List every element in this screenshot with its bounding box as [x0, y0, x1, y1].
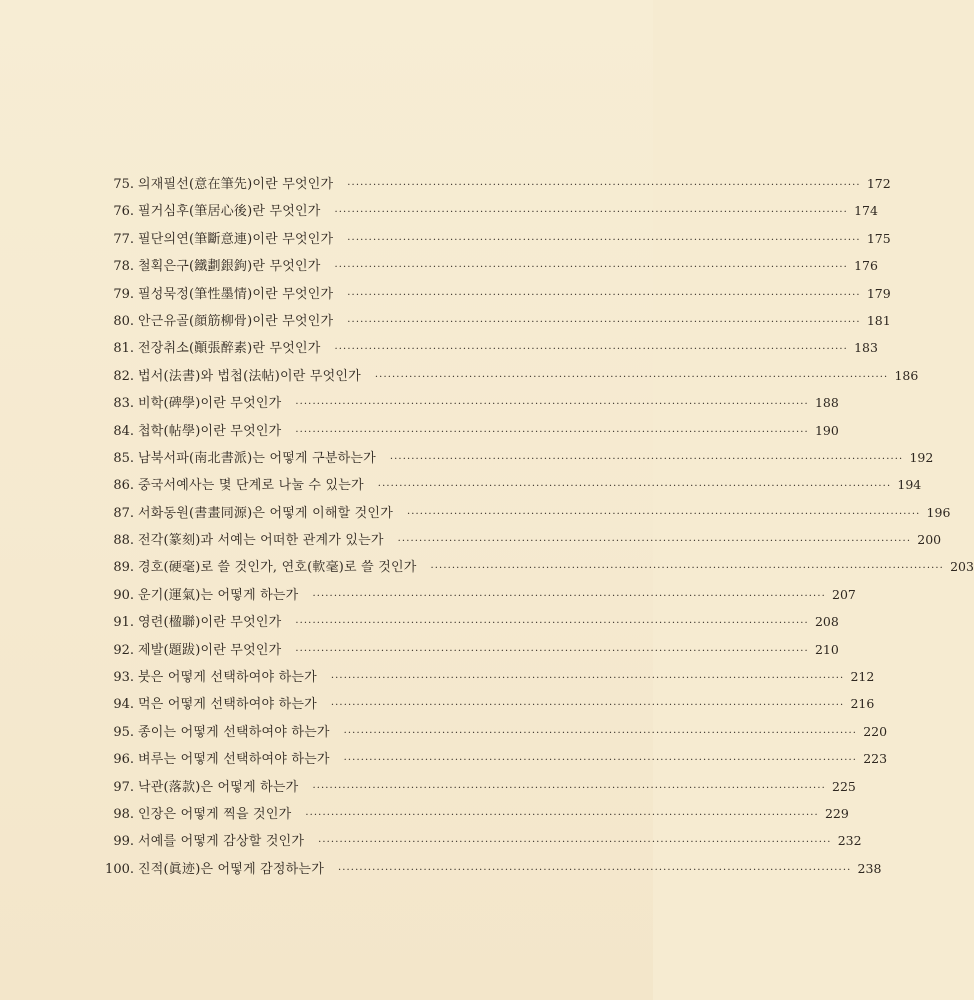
dot-leader: ························································································································ — [295, 426, 809, 438]
toc-entry — [96, 307, 891, 334]
toc-entry-title: 벼루는 어떻게 선택하여야 하는가 — [138, 752, 330, 768]
toc-entry — [96, 170, 891, 197]
dot-leader: ························································································································ — [312, 590, 826, 602]
toc-entry-title: 필단의연(筆斷意連)이란 무엇인가 — [138, 231, 334, 247]
toc-entry — [96, 800, 849, 827]
toc-entry-title: 인장은 어떻게 찍을 것인가 — [138, 806, 292, 822]
toc-entry-title: 안근유골(顔筋柳骨)이란 무엇인가 — [138, 313, 334, 329]
toc-entry-number: 98. — [113, 806, 134, 822]
toc-entry-page-number: 196 — [926, 504, 951, 520]
toc-entry-title: 진적(眞迹)은 어떻게 감정하는가 — [138, 861, 324, 877]
toc-entry-title: 남북서파(南北書派)는 어떻게 구분하는가 — [138, 450, 376, 466]
toc-entry — [96, 663, 875, 690]
toc-entry-number: 97. — [113, 779, 134, 795]
toc-entry-number: 82. — [113, 368, 134, 384]
toc-entry-title: 운기(運氣)는 어떻게 하는가 — [138, 587, 299, 603]
toc-entry-number: 75. — [113, 177, 134, 192]
toc-entry-number: 88. — [113, 533, 134, 549]
toc-entry — [96, 334, 878, 361]
toc-entry-title: 경호(硬毫)로 쓸 것인가, 연호(軟毫)로 쓸 것인가 — [138, 560, 417, 576]
toc-entry — [96, 197, 878, 224]
toc-entry-number: 92. — [113, 642, 134, 658]
toc-entry — [96, 553, 974, 580]
toc-entry — [96, 608, 839, 635]
toc-entry-title: 철획은구(鐵劃銀鉤)란 무엇인가 — [138, 259, 321, 275]
dot-leader: ························································································································ — [318, 837, 832, 849]
toc-entry-page-number: 238 — [857, 860, 882, 876]
toc-entry — [96, 636, 839, 663]
dot-leader: ························································································································ — [389, 453, 904, 465]
toc-entry-number: 79. — [113, 286, 134, 302]
toc-entry — [96, 718, 888, 745]
toc-entry-page-number: 186 — [894, 367, 919, 383]
toc-entry-page-number: 174 — [854, 203, 878, 219]
dot-leader: ························································································································ — [334, 262, 848, 274]
toc-entry-title: 먹은 어떻게 선택하여야 하는가 — [138, 697, 317, 713]
toc-entry-number: 100. — [105, 861, 134, 877]
toc-entry — [96, 773, 856, 800]
dot-leader: ························································································································ — [295, 399, 809, 411]
dot-leader: ························································································································ — [347, 180, 861, 191]
dot-leader: ························································································································ — [312, 782, 826, 794]
toc-entry-title: 전각(篆刻)과 서예는 어떠한 관계가 있는가 — [138, 533, 384, 549]
dot-leader: ························································································································ — [343, 727, 858, 739]
dot-leader: ························································································································ — [377, 481, 892, 493]
dot-leader: ························································································································ — [330, 700, 845, 712]
toc-entry — [96, 417, 839, 444]
toc-entry — [96, 690, 875, 717]
dot-leader: ························································································································ — [406, 508, 921, 520]
dot-leader: ························································································································ — [343, 755, 858, 767]
table-of-contents — [96, 170, 974, 882]
dot-leader: ························································································································ — [347, 316, 861, 328]
toc-entry — [96, 389, 839, 416]
toc-entry — [96, 526, 942, 553]
toc-entry — [96, 225, 891, 252]
dot-leader: ························································································································ — [337, 864, 852, 876]
dot-leader: ························································································································ — [334, 207, 848, 219]
toc-entry-title: 첩학(帖學)이란 무엇인가 — [138, 423, 282, 439]
toc-entry-page-number: 175 — [866, 230, 891, 246]
dot-leader: ························································································································ — [295, 618, 809, 630]
toc-entry-number: 84. — [113, 423, 134, 439]
toc-entry-number: 76. — [113, 204, 134, 220]
toc-entry-number: 78. — [113, 259, 134, 275]
toc-entry-title: 낙관(落款)은 어떻게 하는가 — [138, 779, 299, 795]
toc-entry-number: 80. — [113, 313, 134, 329]
toc-entry-number: 93. — [113, 670, 134, 686]
dot-leader: ························································································································ — [430, 563, 944, 575]
toc-entry-page-number: 232 — [837, 833, 862, 849]
dot-leader: ························································································································ — [347, 289, 861, 301]
toc-entry-number: 95. — [113, 724, 134, 740]
toc-entry — [96, 827, 862, 854]
dot-leader: ························································································································ — [397, 536, 912, 548]
toc-entry-title: 비학(碑學)이란 무엇인가 — [138, 396, 282, 412]
toc-entry-title: 법서(法書)와 법첩(法帖)이란 무엇인가 — [138, 368, 361, 384]
toc-entry-page-number: 220 — [863, 723, 888, 739]
toc-entry — [96, 745, 888, 772]
toc-entry-page-number: 208 — [814, 614, 839, 630]
toc-entry-page-number: 212 — [850, 669, 875, 685]
toc-entry-page-number: 194 — [897, 477, 922, 493]
toc-entry-page-number: 181 — [866, 312, 891, 328]
toc-entry-page-number: 216 — [850, 696, 875, 712]
toc-entry-number: 96. — [113, 752, 134, 768]
dot-leader: ························································································································ — [347, 234, 861, 246]
toc-entry-page-number: 225 — [832, 778, 856, 794]
toc-entry-page-number: 176 — [854, 258, 878, 274]
toc-entry-title: 제발(題跋)이란 무엇인가 — [138, 642, 282, 658]
toc-entry-number: 87. — [113, 505, 134, 521]
toc-entry-number: 77. — [113, 231, 134, 247]
dot-leader: ························································································································ — [330, 673, 845, 685]
dot-leader: ························································································································ — [295, 645, 809, 657]
toc-entry — [96, 252, 878, 279]
toc-entry-number: 86. — [113, 478, 134, 494]
toc-entry-title: 서화동원(書畫同源)은 어떻게 이해할 것인가 — [138, 505, 393, 521]
toc-entry-title: 붓은 어떻게 선택하여야 하는가 — [138, 670, 317, 686]
dot-leader: ························································································································ — [374, 371, 889, 383]
toc-entry-number: 83. — [113, 396, 134, 412]
toc-entry-page-number: 183 — [854, 340, 878, 356]
toc-entry-title: 종이는 어떻게 선택하여야 하는가 — [138, 724, 330, 740]
toc-entry-page-number: 190 — [814, 422, 839, 438]
toc-entry — [96, 499, 951, 526]
toc-entry-number: 85. — [113, 450, 134, 466]
toc-entry-title: 의재필선(意在筆先)이란 무엇인가 — [138, 177, 334, 192]
toc-entry-title: 필성묵정(筆性墨情)이란 무엇인가 — [138, 286, 334, 302]
toc-entry-number: 91. — [113, 615, 134, 631]
dot-leader: ························································································································ — [305, 809, 819, 821]
toc-entry-page-number: 179 — [866, 285, 891, 301]
toc-entry-title: 전장취소(顚張醉素)란 무엇인가 — [138, 341, 321, 357]
dot-leader: ························································································································ — [334, 344, 848, 356]
toc-entry-number: 81. — [113, 341, 134, 357]
toc-entry-page-number: 188 — [814, 395, 839, 411]
toc-entry-title: 중국서예사는 몇 단계로 나눌 수 있는가 — [138, 478, 364, 494]
toc-entry-title: 영련(楹聯)이란 무엇인가 — [138, 615, 282, 631]
toc-entry — [96, 444, 934, 471]
toc-entry-number: 90. — [113, 587, 134, 603]
toc-entry-number: 99. — [113, 834, 134, 850]
toc-entry-page-number: 210 — [814, 641, 839, 657]
toc-entry-page-number: 203 — [950, 559, 974, 575]
toc-entry-page-number: 172 — [866, 176, 891, 191]
toc-entry — [96, 581, 856, 608]
toc-entry-page-number: 200 — [917, 532, 942, 548]
toc-entry-title: 필거심후(筆居心後)란 무엇인가 — [138, 204, 321, 220]
toc-entry-number: 94. — [113, 697, 134, 713]
toc-entry-page-number: 223 — [863, 751, 888, 767]
toc-entry-page-number: 229 — [824, 805, 849, 821]
toc-entry-page-number: 207 — [832, 586, 856, 602]
toc-entry — [96, 855, 882, 882]
toc-entry-number: 89. — [113, 560, 134, 576]
toc-entry — [96, 280, 891, 307]
toc-entry-title: 서예를 어떻게 감상할 것인가 — [138, 834, 305, 850]
toc-entry — [96, 362, 919, 389]
toc-entry-page-number: 192 — [909, 449, 934, 465]
toc-entry — [96, 471, 922, 498]
